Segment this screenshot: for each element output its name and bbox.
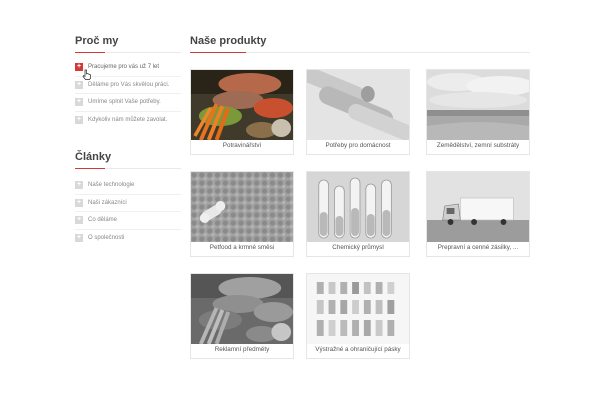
why-us-item-label: Děláme pro Vás skvělou práci. (88, 81, 170, 88)
plus-icon: + (76, 198, 82, 206)
product-card[interactable] (426, 69, 530, 155)
product-label: Petfood a krmné směsi (209, 244, 275, 251)
why-us-item[interactable] (75, 112, 181, 129)
plus-icon: + (76, 181, 82, 189)
products-section (190, 35, 530, 353)
product-label: Chemický průmysl (332, 244, 384, 251)
product-card[interactable] (426, 171, 530, 257)
product-image (307, 274, 409, 344)
product-card[interactable] (190, 273, 294, 359)
hand-cursor-icon (82, 69, 92, 80)
product-label: Potřeby pro domácnost (325, 142, 391, 149)
product-image (427, 172, 529, 242)
product-card[interactable] (306, 171, 410, 257)
plus-icon: + (76, 98, 82, 106)
product-image (427, 70, 529, 140)
article-item[interactable] (75, 230, 181, 247)
why-us-item-label: Pracujeme pro vás už 7 let (88, 64, 160, 71)
product-label: Prepravní a cenné zásilky, ... (437, 244, 519, 251)
product-label: Reklamní předměty (214, 346, 270, 353)
product-image (307, 70, 409, 140)
plus-icon: + (76, 233, 82, 241)
product-card[interactable] (190, 171, 294, 257)
article-item[interactable] (75, 177, 181, 195)
product-image (191, 274, 293, 344)
product-card[interactable] (190, 69, 294, 155)
article-item-label: O společnosti (88, 234, 125, 241)
article-item-label: Co děláme (88, 217, 118, 224)
articles-list (75, 177, 181, 246)
product-label: Zemědělství, zemní substráty (436, 142, 520, 149)
article-item-label: Naše technologie (88, 182, 135, 189)
why-us-item-label: Kdykoliv nám můžete zavolat. (88, 116, 168, 123)
article-item[interactable] (75, 195, 181, 213)
product-label: Potravinářství (222, 142, 262, 149)
why-us-item-label: Umíme splnit Vaše potřeby. (88, 99, 161, 106)
products-title: Naše produkty (190, 35, 530, 53)
product-image (191, 70, 293, 140)
plus-icon: + (76, 216, 82, 224)
product-card[interactable] (306, 273, 410, 359)
article-item[interactable] (75, 212, 181, 230)
why-us-title: Proč my (75, 35, 181, 53)
articles-title: Články (75, 151, 181, 169)
product-image (307, 172, 409, 242)
article-item-label: Naši zákazníci (88, 199, 127, 206)
plus-icon: + (76, 63, 82, 71)
sidebar (75, 35, 181, 246)
plus-icon: + (76, 115, 82, 123)
product-label: Výstražné a ohraničující pásky (315, 346, 401, 353)
product-image (191, 172, 293, 242)
why-us-item[interactable] (75, 94, 181, 112)
product-card[interactable] (306, 69, 410, 155)
plus-icon: + (76, 80, 82, 88)
